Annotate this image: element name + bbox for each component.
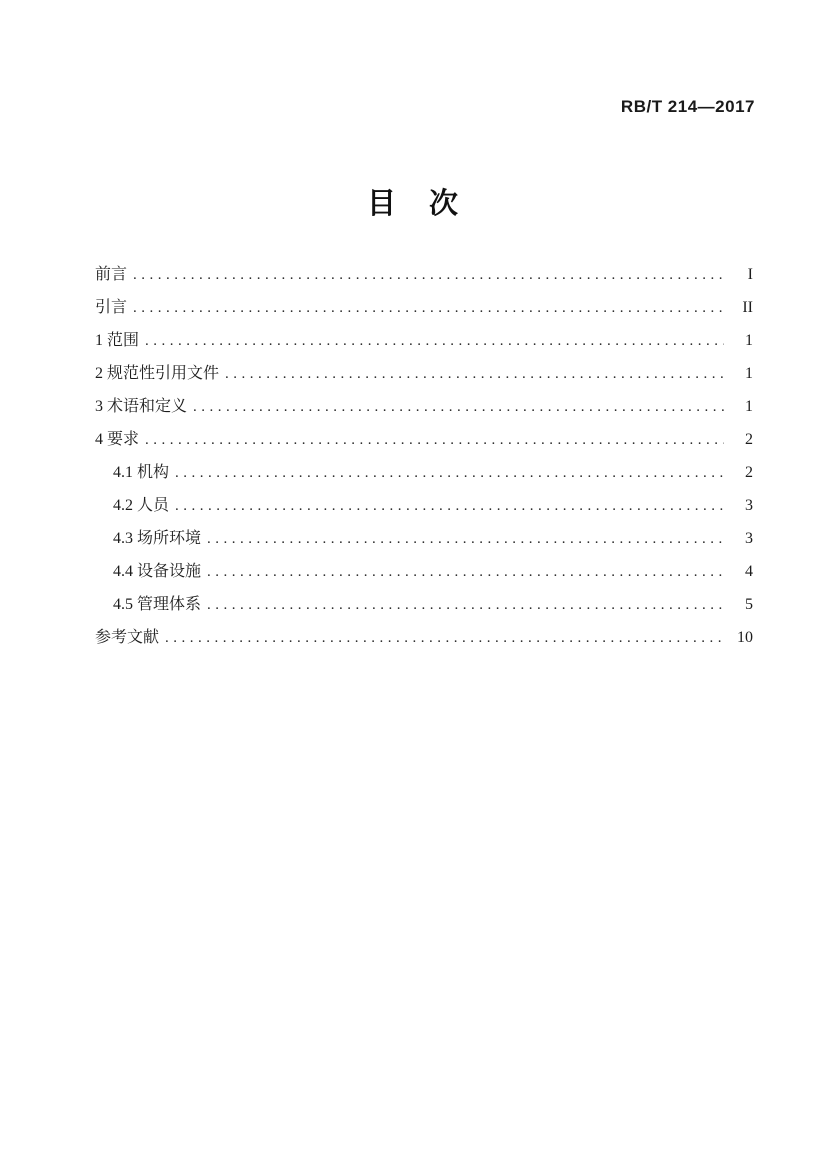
- dot-leader: [175, 456, 724, 490]
- toc-entry-label: 4.1 机构: [113, 464, 170, 481]
- toc-entry-label: 4 要求: [95, 431, 140, 448]
- toc-entry-page-number: II: [742, 299, 753, 316]
- dot-leader: [133, 258, 724, 292]
- toc-entry: [95, 489, 753, 522]
- dot-leader: [207, 555, 724, 589]
- toc-entry: [95, 390, 753, 423]
- dot-leader: [207, 522, 724, 556]
- toc-entry: [95, 555, 753, 588]
- toc-list: [95, 258, 753, 654]
- dot-leader: [175, 489, 724, 523]
- dot-leader: [193, 390, 724, 424]
- standard-number: RB/T 214—2017: [620, 97, 755, 116]
- toc-entry-page-number: 1: [745, 332, 753, 349]
- toc-entry-page-number: 1: [745, 365, 753, 382]
- toc-entry-page-number: 3: [745, 530, 753, 547]
- toc-entry: [95, 258, 753, 291]
- toc-entry-page-number: I: [747, 266, 753, 283]
- toc-entry: [95, 357, 753, 390]
- dot-leader: [133, 291, 724, 325]
- toc-entry-label: 引言: [95, 299, 128, 316]
- toc-entry-page-number: 10: [737, 629, 753, 646]
- dot-leader: [145, 324, 724, 358]
- toc-entry-label: 4.2 人员: [113, 497, 170, 514]
- toc-entry: [95, 324, 753, 357]
- toc-entry-label: 2 规范性引用文件: [95, 365, 220, 382]
- toc-entry-label: 4.5 管理体系: [113, 596, 202, 613]
- page-title: 目 次: [366, 188, 460, 220]
- dot-leader: [145, 423, 724, 457]
- toc-entry-page-number: 3: [745, 497, 753, 514]
- toc-entry: [95, 588, 753, 621]
- toc-entry: [95, 423, 753, 456]
- dot-leader: [207, 588, 724, 622]
- toc-entry-label: 前言: [95, 266, 128, 283]
- toc-entry-label: 1 范围: [95, 332, 140, 349]
- dot-leader: [225, 357, 724, 391]
- toc-entry: [95, 621, 753, 654]
- toc-entry-label: 参考文献: [95, 629, 160, 646]
- toc-entry-label: 3 术语和定义: [95, 398, 188, 415]
- toc-entry: [95, 456, 753, 489]
- toc-entry-page-number: 5: [745, 596, 753, 613]
- toc-entry-page-number: 1: [745, 398, 753, 415]
- toc-entry-page-number: 4: [745, 563, 753, 580]
- toc-entry-page-number: 2: [745, 431, 753, 448]
- toc-entry-page-number: 2: [745, 464, 753, 481]
- dot-leader: [165, 621, 724, 655]
- toc-entry: [95, 291, 753, 324]
- toc-entry-label: 4.4 设备设施: [113, 563, 202, 580]
- toc-entry: [95, 522, 753, 555]
- toc-entry-label: 4.3 场所环境: [113, 530, 202, 547]
